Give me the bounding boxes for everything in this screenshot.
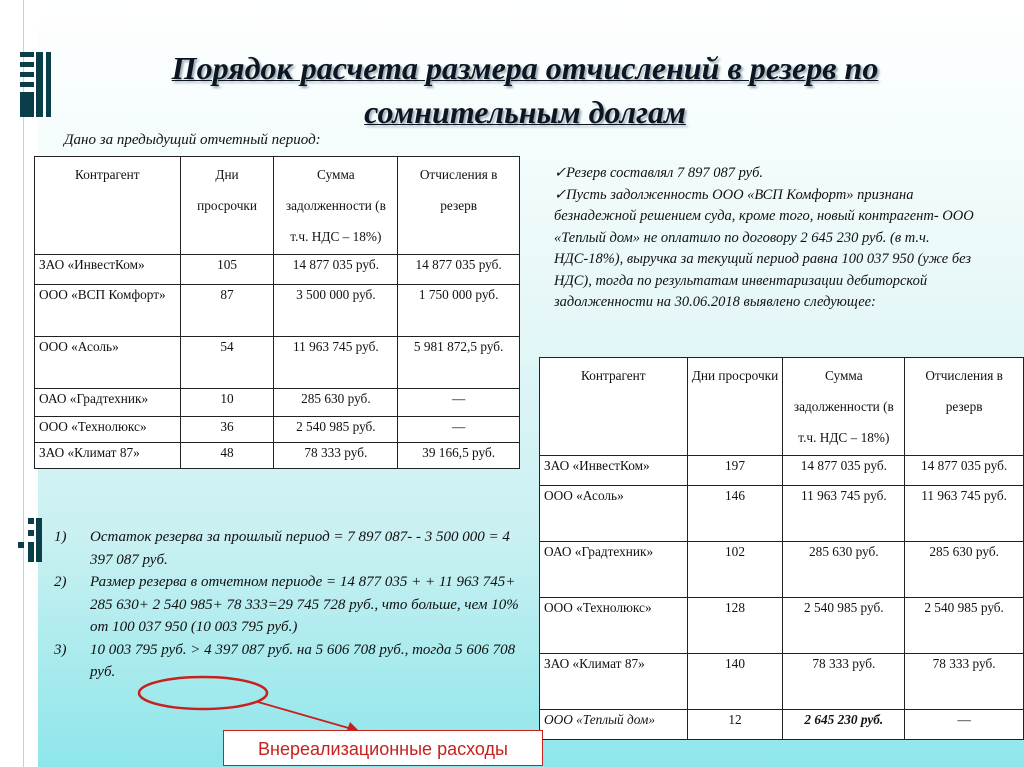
table-cell: 146 (687, 486, 783, 542)
column-header: Сумма задолженности (в т.ч. НДС – 18%) (274, 157, 398, 255)
table-cell: 36 (180, 417, 274, 443)
column-header: Отчисления в резерв (398, 157, 520, 255)
table-row (540, 598, 1024, 654)
step-number: 3) (54, 641, 67, 658)
table-row (540, 710, 1024, 740)
table-cell: 140 (687, 654, 783, 710)
table-row (35, 389, 520, 417)
table-cell: 54 (180, 337, 274, 389)
step-text: Остаток резерва за прошлый период = 7 897 087- - 3 500 000 = 4 397 087 руб. (90, 529, 510, 568)
column-header: Дни просрочки (687, 358, 783, 456)
table-cell: 105 (180, 255, 274, 285)
column-header: Отчисления в резерв (905, 358, 1024, 456)
table-cell: 78 333 руб. (905, 654, 1024, 710)
table-cell: 11 963 745 руб. (783, 486, 905, 542)
table-cell: ЗАО «ИнвестКом» (35, 255, 181, 285)
table-cell: 39 166,5 руб. (398, 443, 520, 469)
table-cell: — (905, 710, 1024, 740)
column-header: Контрагент (540, 358, 688, 456)
table-cell: 87 (180, 285, 274, 337)
table-cell: ЗАО «ИнвестКом» (540, 456, 688, 486)
table-cell: 128 (687, 598, 783, 654)
column-header: Сумма задолженности (в т.ч. НДС – 18%) (783, 358, 905, 456)
given-label: Дано за предыдущий отчетный период: (64, 132, 321, 148)
table-cell: 5 981 872,5 руб. (398, 337, 520, 389)
table-cell: — (398, 389, 520, 417)
table-cell: 285 630 руб. (274, 389, 398, 417)
table-cell: — (398, 417, 520, 443)
table-cell: 197 (687, 456, 783, 486)
table-cell: ООО «Теплый дом» (540, 710, 688, 740)
table-cell: 78 333 руб. (783, 654, 905, 710)
table-cell: 2 540 985 руб. (274, 417, 398, 443)
table-cell: 14 877 035 руб. (783, 456, 905, 486)
previous-period-table (34, 156, 520, 469)
table-cell: ОАО «Градтехник» (540, 542, 688, 598)
column-header: Контрагент (35, 157, 181, 255)
table-cell: 11 963 745 руб. (905, 486, 1024, 542)
column-header: Дни просрочки (180, 157, 274, 255)
table-cell: ООО «Технолюкс» (540, 598, 688, 654)
table-row (35, 417, 520, 443)
page-title: Порядок расчета размера отчислений в резерв по сомнительным долгам (171, 50, 879, 130)
table-row (35, 337, 520, 389)
table-cell: 14 877 035 руб. (274, 255, 398, 285)
table-row (35, 255, 520, 285)
table-row (540, 486, 1024, 542)
list-item (54, 571, 534, 639)
table-cell: 3 500 000 руб. (274, 285, 398, 337)
table-cell: ООО «Асоль» (540, 486, 688, 542)
table-cell: 48 (180, 443, 274, 469)
table-header-row (540, 358, 1024, 456)
step-number: 2) (54, 574, 67, 590)
table-cell: 102 (687, 542, 783, 598)
reserve-note: ✓Резерв составлял 7 897 087 руб. (554, 165, 763, 181)
table-row (540, 542, 1024, 598)
table-cell: ЗАО «Климат 87» (35, 443, 181, 469)
table-cell: ООО «Асоль» (35, 337, 181, 389)
scenario-description (554, 163, 994, 314)
table-cell: 12 (687, 710, 783, 740)
table-cell: 14 877 035 руб. (905, 456, 1024, 486)
table-cell: ООО «ВСП Комфорт» (35, 285, 181, 337)
table-cell: 2 540 985 руб. (905, 598, 1024, 654)
table-cell: 78 333 руб. (274, 443, 398, 469)
list-item (54, 639, 534, 684)
table-cell: ОАО «Градтехник» (35, 389, 181, 417)
table-cell: 2 645 230 руб. (783, 710, 905, 740)
scenario-note: ✓Пусть задолженность ООО «ВСП Комфорт» признана безнадежной решением суда, кроме того, новый контрагент- ООО «Теплый дом» не оплатило по договору 2 645 230 руб. (в т.ч. НДС-18%), выручка за текущий период равна 100 037 950 (уже без НДС), тогда по результатам инвентаризации дебиторской задолженности на 30.06.2018 выявлено следующее: (554, 186, 974, 310)
table-cell: ООО «Технолюкс» (35, 417, 181, 443)
table-row (540, 456, 1024, 486)
table-cell: 285 630 руб. (905, 542, 1024, 598)
step-text: Размер резерва в отчетном периоде = 14 877 035 + + 11 963 745+ 285 630+ 2 540 985+ 78 333=29 745 728 руб., что больше, чем 10% от 100 037 950 (10 003 795 руб.) (90, 574, 519, 635)
table-row (35, 285, 520, 337)
table-cell: 1 750 000 руб. (398, 285, 520, 337)
step-number: 1) (54, 529, 67, 545)
table-cell: 2 540 985 руб. (783, 598, 905, 654)
table-row (35, 443, 520, 469)
table-header-row (35, 157, 520, 255)
calculation-steps (54, 526, 534, 684)
current-period-table (539, 357, 1024, 740)
list-item (54, 526, 534, 571)
table-cell: ЗАО «Климат 87» (540, 654, 688, 710)
table-cell: 14 877 035 руб. (398, 255, 520, 285)
table-cell: 285 630 руб. (783, 542, 905, 598)
table-cell: 11 963 745 руб. (274, 337, 398, 389)
table-row (540, 654, 1024, 710)
table-cell: 10 (180, 389, 274, 417)
step-text: 10 003 795 руб. > 4 397 087 руб. на 5 606 708 руб., тогда 5 606 708 руб. (90, 641, 516, 680)
nonoperating-expenses-callout: Внереализационные расходы (223, 730, 543, 766)
